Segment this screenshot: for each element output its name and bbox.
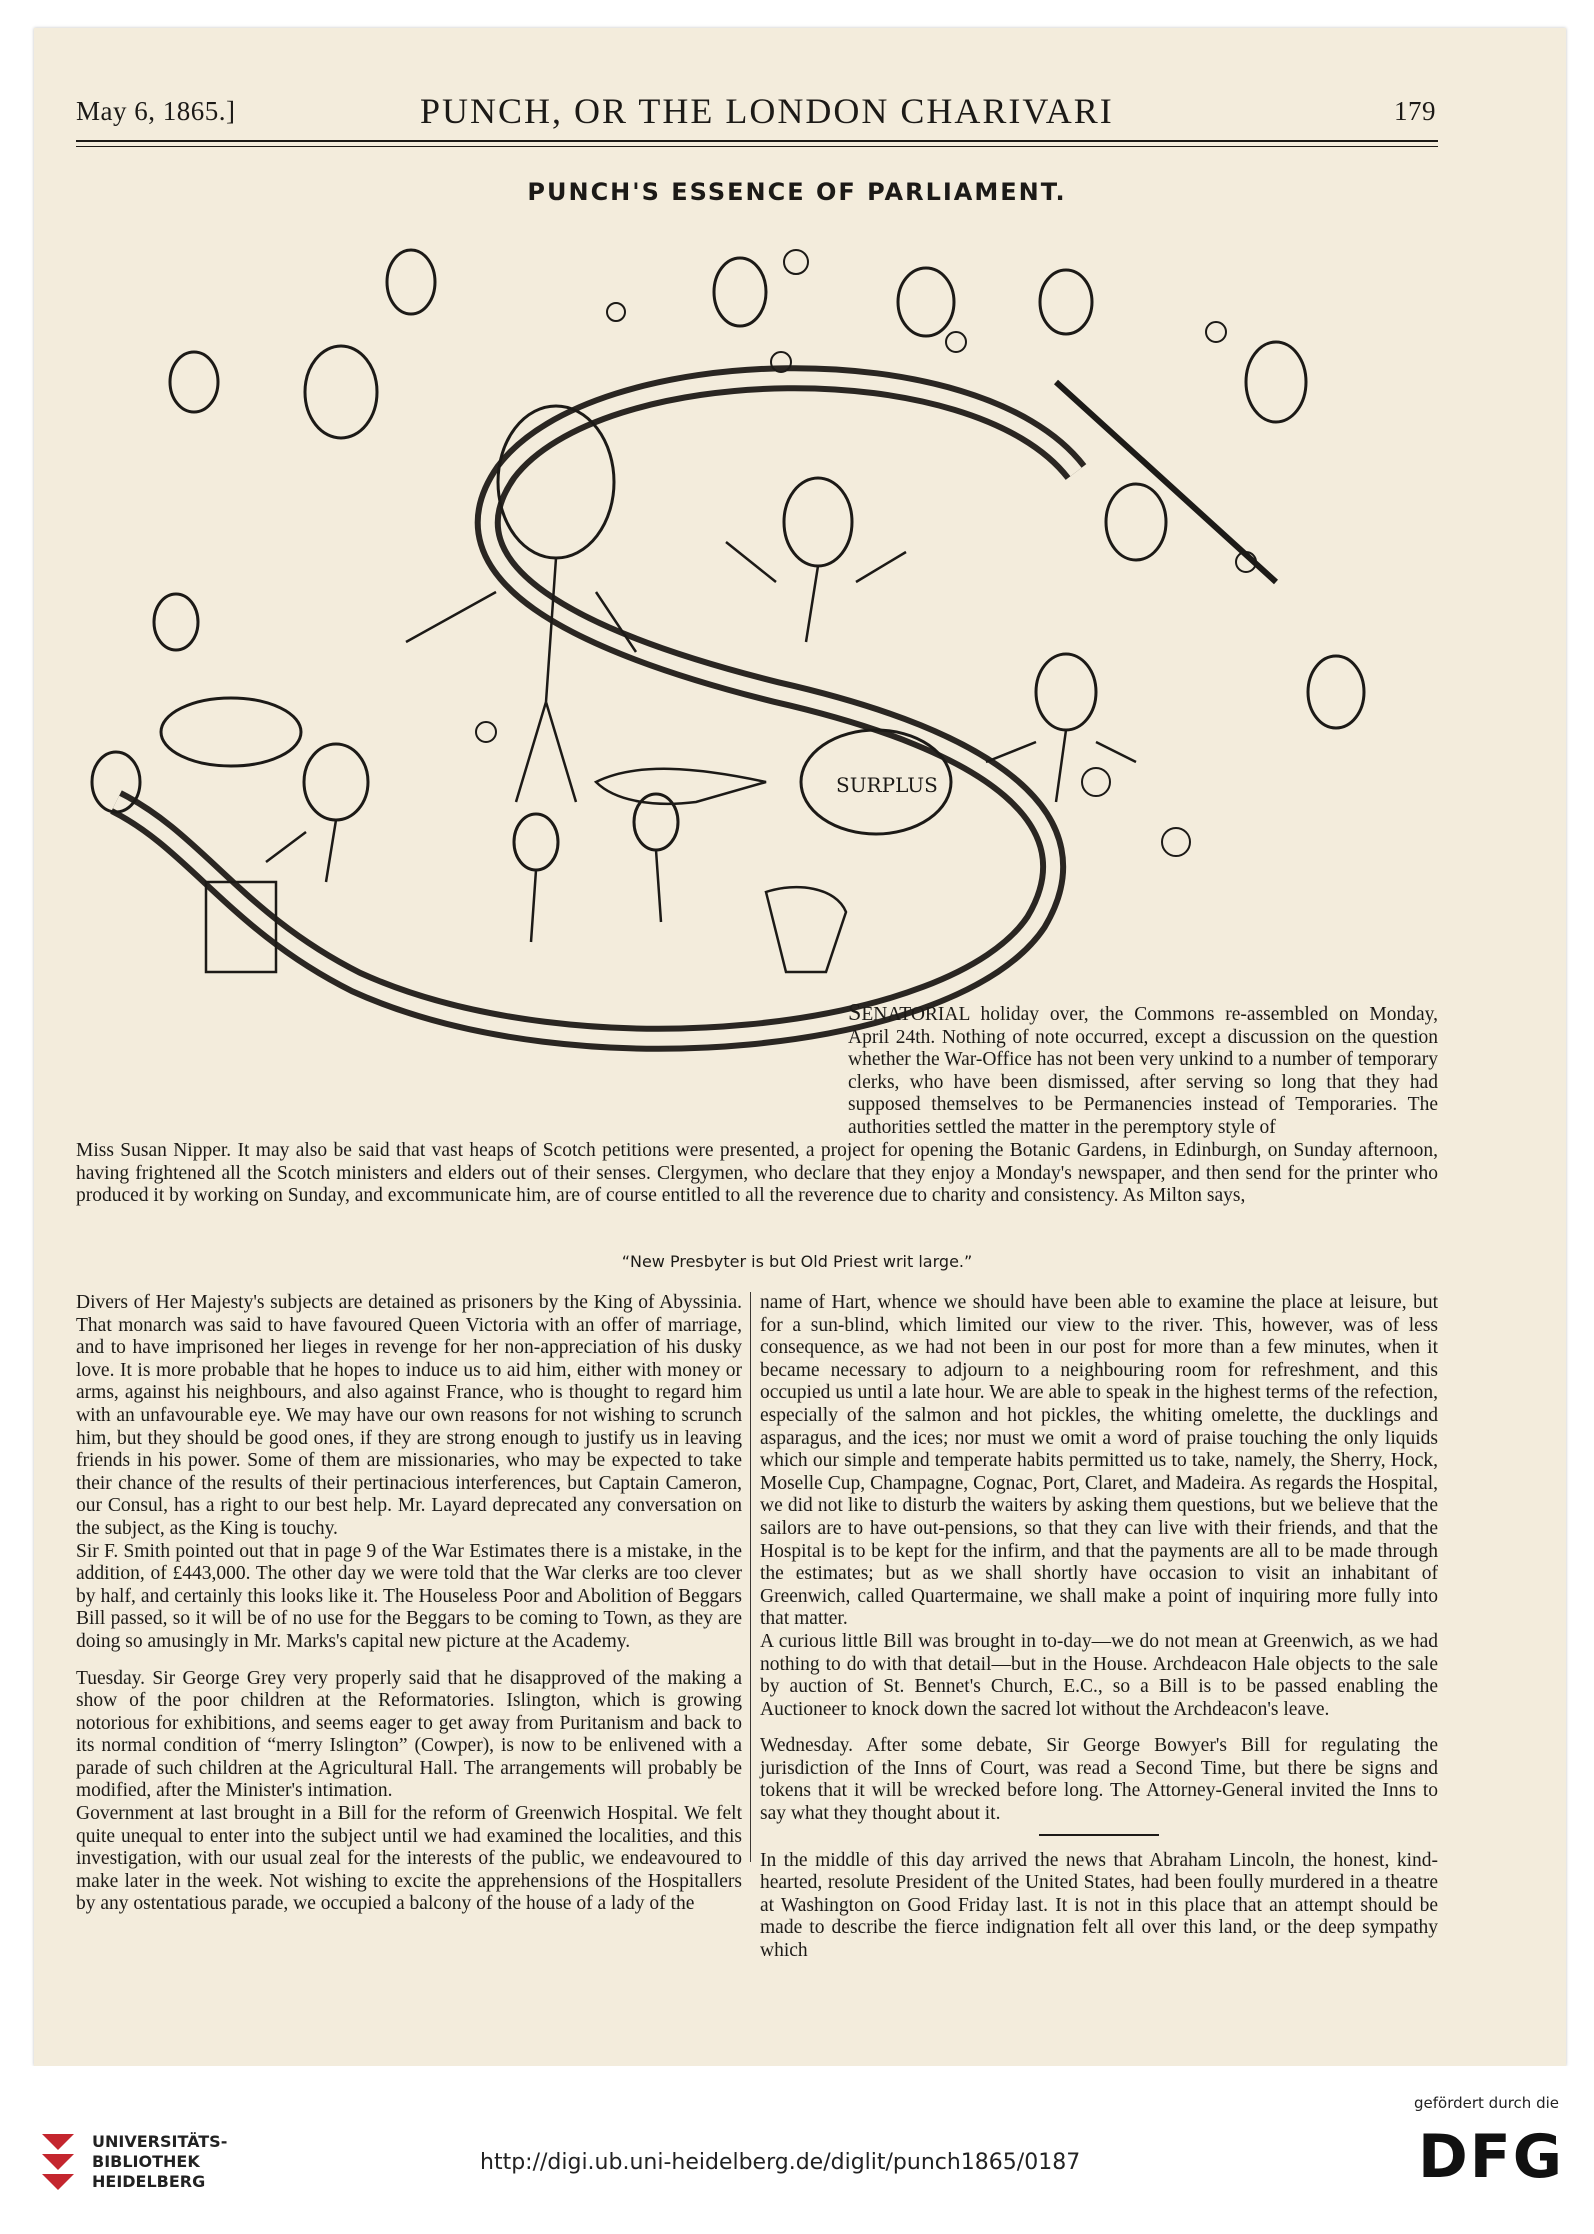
- intro-paragraph: [848, 1002, 1438, 1140]
- university-library-logo-icon: [38, 2130, 78, 2202]
- section-title: PUNCH'S ESSENCE OF PARLIAMENT.: [527, 178, 1067, 206]
- header-rule: [76, 140, 1438, 142]
- right-paragraph: A curious little Bill was brought in to-day—we do not mean at Greenwich, as we had nothing to do with that detail—but in the House. Archdeacon Hale objects to the sale by auction of St. Bennet's Church, E.C., so a Bill is to be passed enabling the Auctioneer to knock down the sacred lot without the Archdeacon's leave.: [760, 1630, 1438, 1720]
- left-paragraph: Government at last brought in a Bill for the reform of Greenwich Hospital. We felt quite unequal to enter into the subject until we had examined the localities, and this investigation, with our usual zeal for the interests of the public, we endeavoured to make later in the week. Not wishing to excite the apprehensions of the Hospitallers by any ostentatious parade, we occupied a balcony of the house of a lady of the: [76, 1803, 742, 1915]
- goose: [596, 769, 766, 804]
- coins: [476, 250, 1256, 856]
- drop-initial: S: [848, 1000, 862, 1026]
- right-paragraph: name of Hart, whence we should have been able to examine the place at leisure, but for a sun-blind, which limited our view to the river. This, however, was of less consequence, as we had not been in our post for more than a few minutes, when it became necessary to adjourn to a neighbouring room for refreshment, and this occupied us until a late hour. We are able to speak in the highest terms of the refection, especially of the salmon and hot pickles, the whiting omelette, the ducklings and asparagus, and the ices; nor must we omit a word of praise touching the only liquids which our simple and temperate habits permitted us to take, namely, the Sherry, Hock, Moselle Cup, Champagne, Cognac, Port, Claret, and Madeira. As regards the Hospital, we did not like to disturb the waiters by asking them questions, but we believe that the sailors are to have out-pensions, so that they can live with their friends, and that the Hospital is to be kept for the infirm, and that the payments are all to be made through the estimates; but as we shall shortly have occasion to visit an inhabitant of Greenwich, called Quartermaine, we shall make a point of inquiring more fully into that matter.: [760, 1292, 1438, 1630]
- masthead-title: PUNCH, OR THE LONDON CHARIVARI: [420, 91, 1114, 131]
- right-column: [760, 1292, 1438, 1963]
- dfg-logo: DFG: [1418, 2122, 1565, 2192]
- institution-name: UNIVERSITÄTS- BIBLIOTHEK HEIDELBERG: [92, 2132, 228, 2191]
- left-paragraph: Divers of Her Majesty's subjects are detained as prisoners by the King of Abyssinia. That monarch was said to have favoured Queen Victoria with an offer of marriage, and to have imprisoned her lieges in revenge for her non-appreciation of his dusky love. It is more probable that he hopes to induce us to aid him, either with money or arms, against his neighbours, and also against France, who is thought to regard him with an unfavourable eye. We may have our own reasons for not wishing to scrunch him, but they should be good ones, if they are strong enough to justify us in leaving friends in his power. Some of them are missionaries, who may be expected to take their chance of the results of their pertinacious interferences, but Captain Cameron, our Consul, has a right to our best help. Mr. Layard deprecated any conversation on the subject, as the King is touchy.: [76, 1292, 742, 1539]
- header-rule-thin: [76, 146, 1438, 147]
- wide-paragraph: [76, 1140, 1438, 1208]
- section-divider: [1039, 1834, 1159, 1836]
- figure-heads: [92, 250, 1364, 870]
- issue-date: May 6, 1865.]: [76, 96, 236, 126]
- funding-note: gefördert durch die: [1414, 2094, 1559, 2112]
- column-divider: [750, 1292, 751, 1862]
- left-paragraph: Sir F. Smith pointed out that in page 9 of the War Estimates there is a mistake, in the addition, of £443,000. The other day we were told that the War clerks are too clever by half, and certainly this looks like it. The Houseless Poor and Abolition of Beggars Bill passed, so it will be of no use for the Beggars to be coming to Town, as they are doing so amusingly in Mr. Marks's capital new picture at the Academy.: [76, 1540, 742, 1652]
- egg-label: SURPLUS: [836, 773, 938, 797]
- right-paragraph: Wednesday. After some debate, Sir George Bowyer's Bill for regulating the jurisdiction of the Inns of Court, was read a Second Time, but there be signs and tokens that it will be wrecked before long. The Attorney-General invited the Inns to say what they thought about it.: [760, 1735, 1438, 1825]
- figure-bodies: [266, 542, 1136, 942]
- left-column: [76, 1292, 742, 1916]
- page-number: 179: [1394, 96, 1436, 126]
- left-paragraph: Tuesday. Sir George Grey very properly said that he disapproved of the making a show of the poor children at the Reformatories. Islington, which is growing notorious for exhibitions, and seems eager to get away from Puritanism and back to its normal condition of “merry Islington” (Cowper), is now to be enlivened with a parade of such children at the Agricultural Hall. The arrangements will probably be modified, after the Minister's intimation.: [76, 1667, 742, 1802]
- wide-paragraph-text: Miss Susan Nipper. It may also be said that vast heaps of Scotch petitions were presented, a project for opening the Botanic Gardens, in Edinburgh, on Sunday afternoon, having frightened all the Scotch ministers and elders out of their senses. Clergymen, who declare that they enjoy a Monday's newspaper, and then send for the printer who produced it by working on Sunday, and excommunicate him, are of course entitled to all the reverence due to charity and consistency. As Milton says,: [76, 1140, 1438, 1207]
- permalink-url[interactable]: http://digi.ub.uni-heidelberg.de/diglit/punch1865/0187: [480, 2150, 1081, 2175]
- milton-quote: “New Presbyter is but Old Priest writ large.”: [621, 1252, 973, 1271]
- giant-s-shape: [116, 378, 1076, 1038]
- intro-text: ENATORIAL holiday over, the Commons re-assembled on Monday, April 24th. Nothing of note occurred, except a discussion on the question whether the War-Office has not been very unkind to a number of temporary clerks, who have been dismissed, after serving so long that they had supposed themselves to be Permanencies instead of Temporaries. The authorities settled the matter in the peremptory style of: [848, 1004, 1438, 1138]
- right-paragraph: In the middle of this day arrived the news that Abraham Lincoln, the honest, kind-hearted, resolute President of the United States, had been foully murdered in a theatre at Washington on Good Friday last. It is not in this place that an attempt should be made to describe the fierce indignation felt all over this land, or the deep sympathy which: [760, 1849, 1438, 1962]
